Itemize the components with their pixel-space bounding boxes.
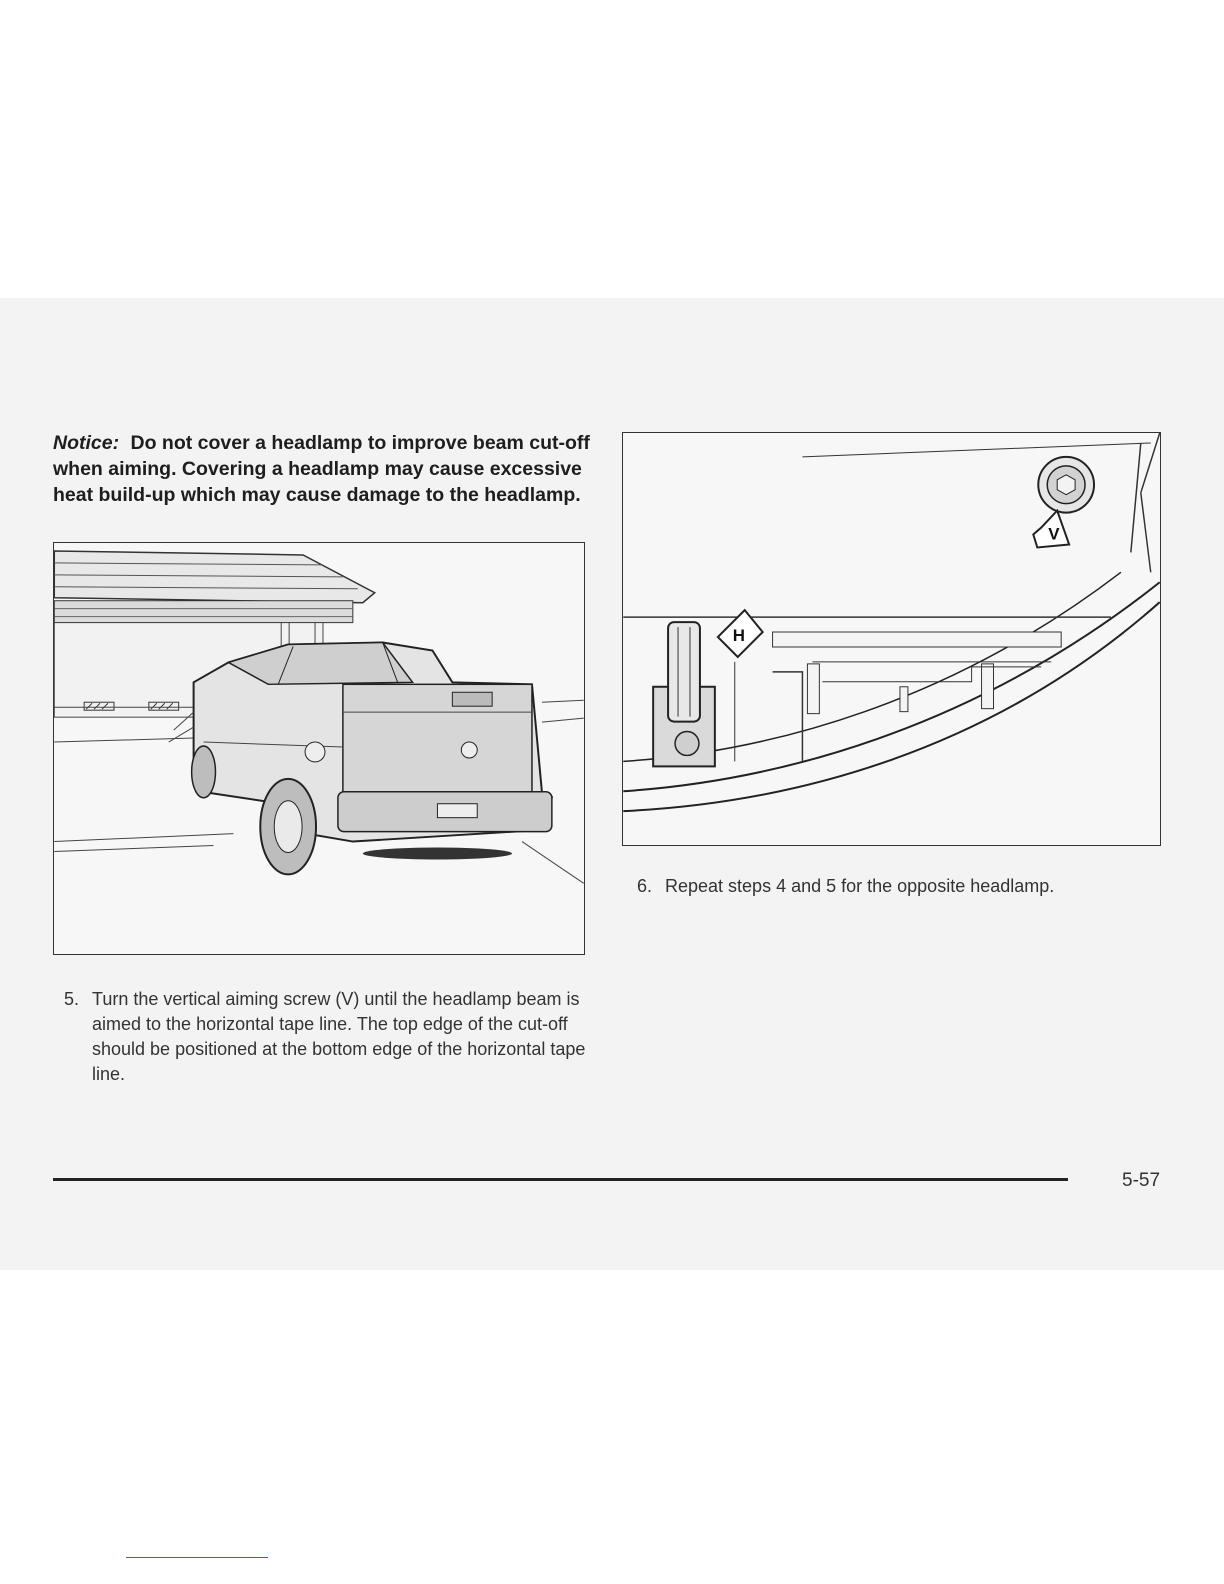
page-number: 5-57 [1122, 1170, 1161, 1191]
h-label: H [732, 625, 745, 645]
notice-label: Notice: [53, 432, 120, 454]
step-number: 6. [637, 876, 653, 896]
step-number: 5. [64, 989, 80, 1009]
notice-paragraph [53, 430, 593, 508]
vehicle-illustration [53, 542, 585, 955]
step-text: Turn the vertical aiming screw (V) until the headlamp beam is aimed to the horizontal tape line. The top edge of the cut-off should be positioned at the bottom edge of the horizontal tape line. [92, 989, 586, 1084]
headlamp-aiming-illustration [622, 432, 1161, 846]
step-item [64, 987, 604, 1087]
headlamp-aiming-icon [623, 433, 1160, 845]
footer-rule [53, 1178, 1068, 1181]
vehicle-rear-icon [54, 543, 584, 954]
step-text: Repeat steps 4 and 5 for the opposite headlamp. [665, 876, 1055, 896]
footer-link-underline [126, 1557, 268, 1558]
notice-text: Do not cover a headlamp to improve beam cut-off when aiming. Covering a headlamp may cause excessive heat build-up which may cause damage to the headlamp. [53, 432, 590, 506]
v-label: V [1048, 524, 1060, 544]
step-item [637, 874, 1177, 899]
